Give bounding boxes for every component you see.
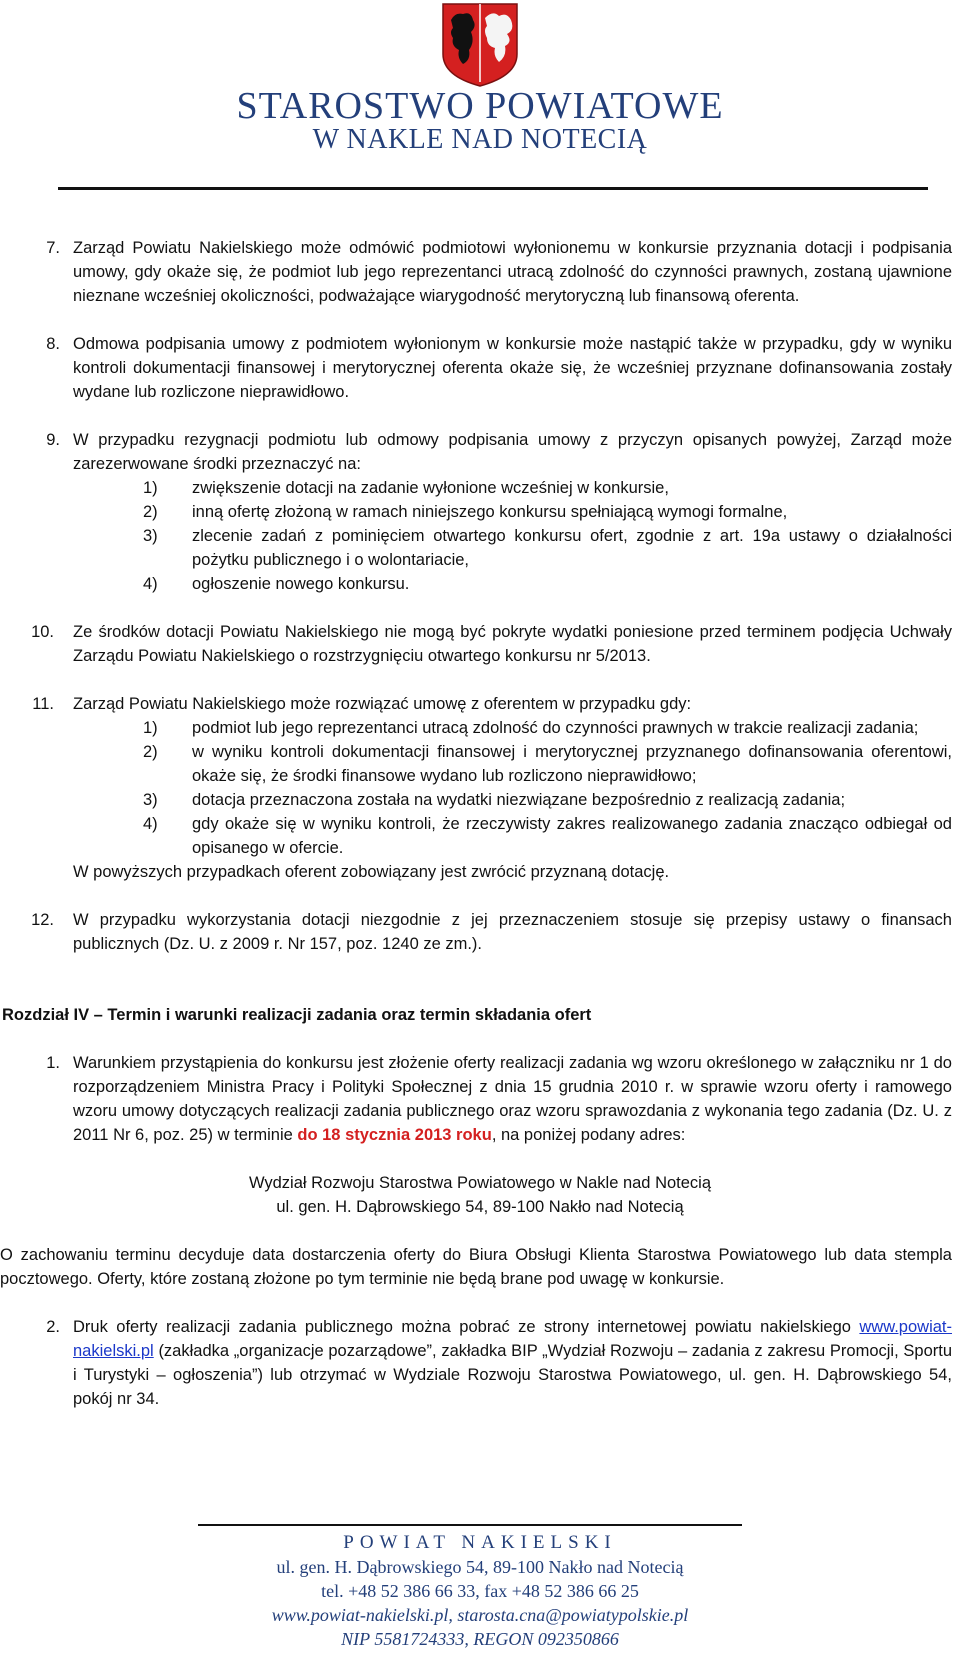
list-item <box>0 812 960 860</box>
list-item <box>0 788 960 812</box>
footer-address: ul. gen. H. Dąbrowskiego 54, 89-100 Nakło nad Notecią <box>276 1557 684 1577</box>
footer <box>0 1531 960 1651</box>
item-text: W przypadku wykorzystania dotacji niezgodnie z jej przeznaczeniem stosuje się przepisy ustawy o finansach publicznych (Dz. U. z 2009 r. Nr 157, poz. 1240 ze zm.). <box>73 911 952 953</box>
header-divider <box>58 187 928 190</box>
subitem-text: dotacja przeznaczona została na wydatki niezwiązane bezpośrednio z realizacją zadania; <box>192 791 846 809</box>
subitem-text: inną ofertę złożoną w ramach niniejszego konkursu spełniającą wymogi formalne, <box>192 503 788 521</box>
subitem-text: gdy okaże się w wyniku kontroli, że rzeczywisty zakres realizowanego zadania znacząco odbiegał od opisanego w ofercie. <box>192 815 952 857</box>
footer-ids: NIP 5581724333, REGON 092350866 <box>341 1629 619 1649</box>
item-text: W powyższych przypadkach oferent zobowiązany jest zwrócić przyznaną dotację. <box>73 863 670 881</box>
item-text: Warunkiem przystąpienia do konkursu jest złożenie oferty realizacji zadania wg wzoru określonego w załączniku nr 1 do rozporządzeniem Ministra Pracy i Polityki Społecznej z dnia 15 grudnia 2010 r. w sprawie wzoru oferty i ramowego wzoru umowy dotyczących realizacji zadania publicznego oraz wzoru sprawozdania z wykonania tego zadania (Dz. U. z 2011 Nr 6, poz. 25) w terminie <box>73 1054 952 1144</box>
item-text: Zarząd Powiatu Nakielskiego może odmówić podmiotowi wyłonionemu w konkursie przyznania dotacji i podpisania umowy, gdy okaże się, że podmiot lub jego reprezentanci utracą zdolność do czynności prawnych, zostaną ujawnione nieznane wcześniej okoliczności, podważające wiarygodność merytoryczną lub finansową oferenta. <box>73 239 952 305</box>
subitem-number: 1) <box>143 719 158 737</box>
subitem-text: w wyniku kontroli dokumentacji finansowej i merytorycznej przyznanego dofinansowania oferentowi, okaże się, że środki finansowe wydano lub rozliczono nieprawidłowo; <box>192 743 952 785</box>
item-text: W przypadku rezygnacji podmiotu lub odmowy podpisania umowy z przyczyn opisanych powyżej, Zarząd może zarezerwowane środki przeznaczyć na: <box>73 431 952 473</box>
coat-of-arms-icon <box>441 2 519 88</box>
list-item <box>0 500 960 524</box>
item-text: Zarząd Powiatu Nakielskiego może rozwiązać umowę z oferentem w przypadku gdy: <box>73 695 692 713</box>
chapter-paragraph-1 <box>0 1051 960 1147</box>
item-number: 8. <box>46 335 60 353</box>
list-item <box>0 716 960 740</box>
item-text: Druk oferty realizacji zadania publicznego można pobrać ze strony internetowej powiatu nakielskiego <box>73 1318 860 1336</box>
paragraph-9 <box>0 428 960 476</box>
item-number: 2. <box>46 1318 60 1336</box>
subitem-number: 3) <box>143 791 158 809</box>
item-number: 1. <box>46 1054 60 1072</box>
subitem-number: 4) <box>143 575 158 593</box>
item-number: 9. <box>46 431 60 449</box>
item-text: Ze środków dotacji Powiatu Nakielskiego nie mogą być pokryte wydatki poniesione przed terminem podjęcia Uchwały Zarządu Powiatu Nakielskiego o rozstrzygnięciu otwartego konkursu nr 5/2013. <box>73 623 952 665</box>
office-name: STAROSTWO POWIATOWE <box>236 85 724 127</box>
address-line-2: ul. gen. H. Dąbrowskiego 54, 89-100 Nakło nad Notecią <box>276 1198 684 1216</box>
chapter-paragraph-2 <box>0 1315 960 1411</box>
item-number: 12. <box>31 911 54 929</box>
item-number: 11. <box>32 695 54 713</box>
item-number: 7. <box>46 239 60 257</box>
paragraph-8 <box>0 332 960 404</box>
item-text: Odmowa podpisania umowy z podmiotem wyłonionym w konkursie może nastąpić także w przypadku, gdy w wyniku kontroli dokumentacji finansowej i merytorycznej oferenta okaże się, że wcześniej przyznane dofinansowania zostały wydane lub rozliczone nieprawidłowo. <box>73 335 952 401</box>
list-item <box>0 572 960 596</box>
footer-web[interactable]: www.powiat-nakielski.pl, starosta.cna@powiatypolskie.pl <box>271 1605 689 1625</box>
subitem-number: 1) <box>143 479 158 497</box>
subitem-text: podmiot lub jego reprezentanci utracą zdolność do czynności prawnych w trakcie realizacji zadania; <box>192 719 919 737</box>
footer-divider <box>198 1524 742 1526</box>
document-body <box>0 236 960 1411</box>
address-line-1: Wydział Rozwoju Starostwa Powiatowego w Nakle nad Notecią <box>248 1174 712 1192</box>
deadline-highlight: do 18 stycznia 2013 roku <box>297 1126 492 1144</box>
paragraph-10 <box>0 620 960 668</box>
subitem-number: 2) <box>143 503 158 521</box>
subitem-text: ogłoszenie nowego konkursu. <box>192 575 410 593</box>
website-link[interactable]: www.powiat-nakielski.pl <box>73 1318 952 1360</box>
subitem-number: 3) <box>143 527 158 545</box>
paragraph-7 <box>0 236 960 308</box>
paragraph-12 <box>0 908 960 956</box>
paragraph-11-tail <box>0 860 960 884</box>
office-city: W NAKLE NAD NOTECIĄ <box>312 124 648 155</box>
chapter-heading: Rozdział IV – Termin i warunki realizacji zadania oraz termin składania ofert <box>2 1006 592 1024</box>
subitem-text: zwiększenie dotacji na zadanie wyłonione wcześniej w konkursie, <box>192 479 669 497</box>
letterhead <box>0 0 960 195</box>
list-item <box>0 740 960 788</box>
footer-phone: tel. +48 52 386 66 33, fax +48 52 386 66 25 <box>321 1581 639 1601</box>
subitem-number: 2) <box>143 743 158 761</box>
list-item <box>0 476 960 500</box>
list-item <box>0 524 960 572</box>
paragraph-11 <box>0 692 960 716</box>
item-text-tail: , na poniżej podany adres: <box>491 1126 686 1144</box>
footer-brand: POWIAT NAKIELSKI <box>343 1532 617 1553</box>
item-number: 10. <box>31 623 54 641</box>
deadline-note: O zachowaniu terminu decyduje data dostarczenia oferty do Biura Obsługi Klienta Starostwa Powiatowego lub data stempla pocztowego. Oferty, które zostaną złożone po tym terminie nie będą brane pod uwagę w konkursie. <box>0 1246 952 1288</box>
subitem-text: zlecenie zadań z pominięciem otwartego konkursu ofert, zgodnie z art. 19a ustawy o działalności pożytku publicznego i o wolontariacie, <box>192 527 952 569</box>
subitem-number: 4) <box>143 815 158 833</box>
item-text-tail: (zakładka „organizacje pozarządowe”, zakładka BIP „Wydział Rozwoju – zadania z zakresu Promocji, Sportu i Turystyki – ogłoszenia”) lub otrzymać w Wydziale Rozwoju Starostwa Powiatowego, ul. gen. H. Dąbrowskiego 54, pokój nr 34. <box>73 1342 952 1408</box>
